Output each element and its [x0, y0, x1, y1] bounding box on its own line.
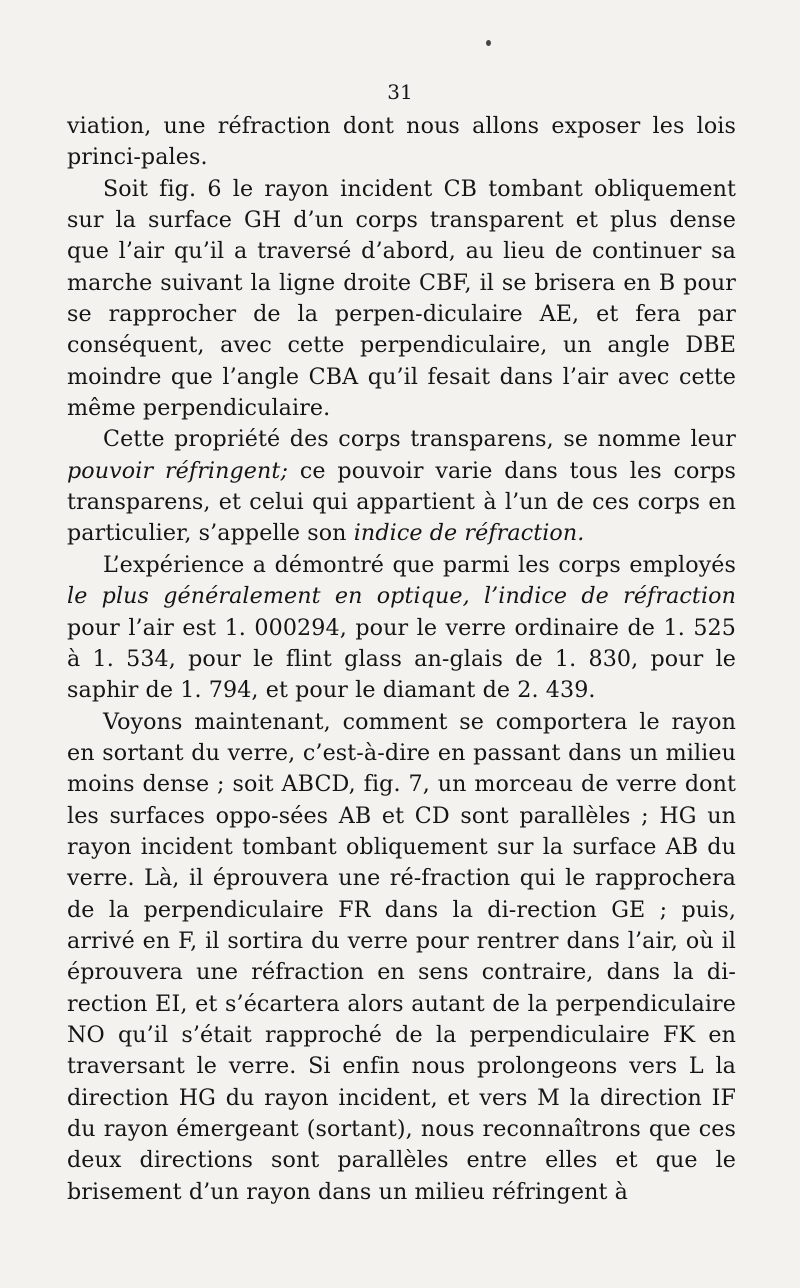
paragraph-4-run-1: L’expérience a démontré que parmi les corps employés — [103, 551, 736, 578]
paragraph-4-run-2-italic: le plus généralement en optique, l’indice de réfraction — [67, 583, 736, 610]
paragraph-5 — [67, 707, 736, 1209]
paragraph-4 — [67, 550, 736, 707]
paragraph-5-run-1: Voyons maintenant, comment se comportera le rayon en sortant du verre, c’est-à-dire en passant dans un milieu moins dense ; soit ABCD, fig. 7, un morceau de verre dont les surfaces oppo-sées AB et CD sont parallèles ; HG un rayon incident tombant obliquement sur la surface AB du verre. Là, il éprouvera une ré-fraction qui le rapprochera de la perpendiculaire FR dans la di-rection GE ; puis, arrivé en F, il sortira du verre pour rentrer dans l’air, où il éprouvera une réfraction en sens contraire, dans la di-rection EI, et s’écartera alors autant de la perpendiculaire NO qu’il s’était rapproché de la perpendiculaire FK en traversant le verre. Si enfin nous prolongeons vers L la direction HG du rayon incident, et vers M la direction IF du rayon émergeant (sortant), nous reconnaîtrons que ces deux directions sont parallèles entre elles et que le brisement d’un rayon dans un milieu réfringent à — [67, 708, 736, 1205]
paragraph-3-run-4-italic: indice de réfraction. — [353, 520, 585, 547]
paragraph-3-run-1: Cette propriété des corps transparens, se nomme leur — [103, 426, 736, 453]
paragraph-2-run-1: Soit fig. 6 le rayon incident CB tombant obliquement sur la surface GH d’un corps transparent et plus dense que l’air qu’il a traversé d’abord, au lieu de continuer sa marche suivant la ligne droite CBF, il se brisera en B pour se rapprocher de la perpen-diculaire AE, et fera par conséquent, avec cette perpendiculaire, un angle DBE moindre que l’angle CBA qu’il fesait dans l’air avec cette même perpendiculaire. — [67, 175, 736, 422]
page-number: 31 — [387, 80, 413, 104]
paragraph-1-run-1: viation, une réfraction dont nous allons exposer les lois princi-pales. — [67, 113, 736, 171]
paragraph-3 — [67, 424, 736, 549]
paragraph-2 — [67, 174, 736, 425]
paragraph-3-run-3: ce pouvoir varie dans tous les corps transparens, et celui qui appartient à l’un de ces corps en particulier, s’appelle son — [67, 457, 736, 547]
paragraph-4-run-3: pour l’air est 1. 000294, pour le verre ordinaire de 1. 525 à 1. 534, pour le flint glass an-glais de 1. 830, pour le saphir de 1. 794, et pour le diamant de 2. 439. — [67, 614, 736, 704]
paragraph-3-run-2-italic: pouvoir réfringent; — [67, 457, 289, 484]
paragraph-1 — [67, 111, 736, 174]
print-speck — [486, 40, 491, 46]
body-text — [67, 111, 736, 1208]
